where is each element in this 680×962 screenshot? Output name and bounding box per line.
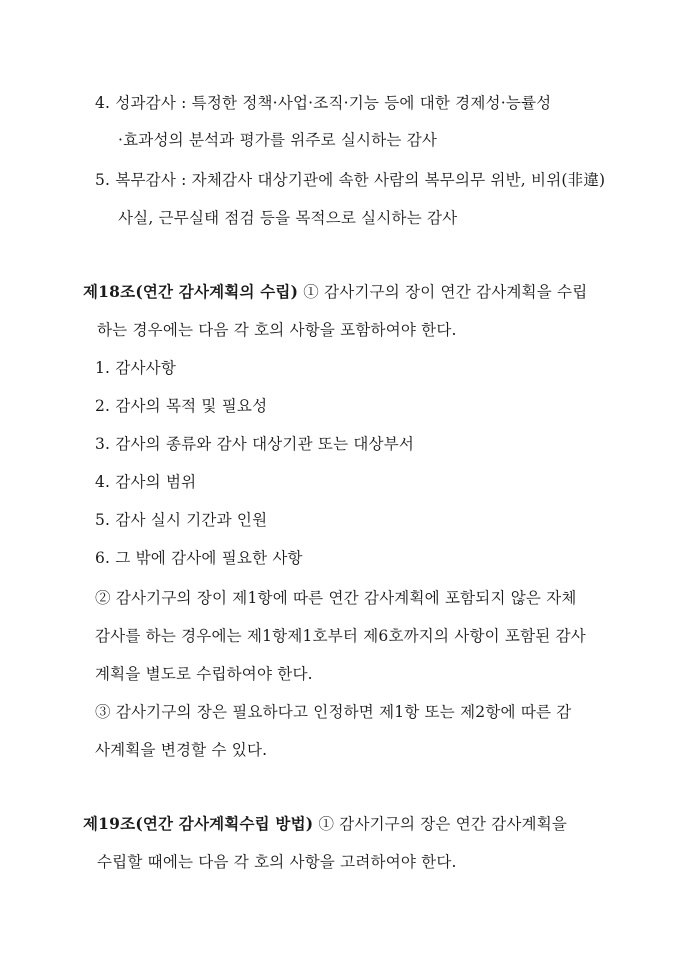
article-18-paragraph-2-line-3: 계획을 별도로 수립하여야 한다. (95, 665, 313, 683)
article-18-item-1: 1. 감사사항 (95, 359, 177, 377)
article-18-paragraph-3-line-2: 사계획을 변경할 수 있다. (95, 741, 268, 759)
article-18-paragraph-1-line-2: 하는 경우에는 다음 각 호의 사항을 포함하여야 한다. (97, 321, 457, 339)
article-18-item-3: 3. 감사의 종류와 감사 대상기관 또는 대상부서 (95, 435, 415, 453)
article-18-paragraph-3-line-1: ③ 감사기구의 장은 필요하다고 인정하면 제1항 또는 제2항에 따른 감 (95, 703, 572, 721)
article-18-paragraph-2-line-2: 감사를 하는 경우에는 제1항제1호부터 제6호까지의 사항이 포함된 감사 (95, 627, 586, 645)
item-4-performance-audit-line-1: 4. 성과감사 : 특정한 정책·사업·조직·기능 등에 대한 경제성·능률성 (95, 94, 552, 112)
article-18-title: 제18조(연간 감사계획의 수립) (83, 282, 299, 301)
article-19-title: 제19조(연간 감사계획수립 방법) (83, 814, 314, 833)
item-4-performance-audit-line-2: ·효과성의 분석과 평가를 위주로 실시하는 감사 (118, 131, 438, 149)
item-5-service-audit-line-2: 사실, 근무실태 점검 등을 목적으로 실시하는 감사 (118, 209, 458, 227)
article-18-paragraph-1-line-1 (83, 282, 587, 302)
article-18-item-2: 2. 감사의 목적 및 필요성 (95, 397, 268, 415)
article-18-item-6: 6. 그 밖에 감사에 필요한 사항 (95, 549, 303, 567)
article-19-paragraph-1-line-2: 수립할 때에는 다음 각 호의 사항을 고려하여야 한다. (97, 853, 457, 871)
article-18-item-5: 5. 감사 실시 기간과 인원 (95, 511, 268, 529)
article-19-paragraph-1-line-1 (83, 814, 567, 834)
article-18-paragraph-2-line-1: ② 감사기구의 장이 제1항에 따른 연간 감사계획에 포함되지 않은 자체 (95, 589, 577, 607)
article-19-paragraph-1-text: ① 감사기구의 장은 연간 감사계획을 (313, 815, 568, 833)
article-18-paragraph-1-text: ① 감사기구의 장이 연간 감사계획을 수립 (298, 283, 588, 301)
item-5-service-audit-line-1: 5. 복무감사 : 자체감사 대상기관에 속한 사람의 복무의무 위반, 비위(非違) (95, 171, 606, 189)
article-18-item-4: 4. 감사의 범위 (95, 473, 197, 491)
